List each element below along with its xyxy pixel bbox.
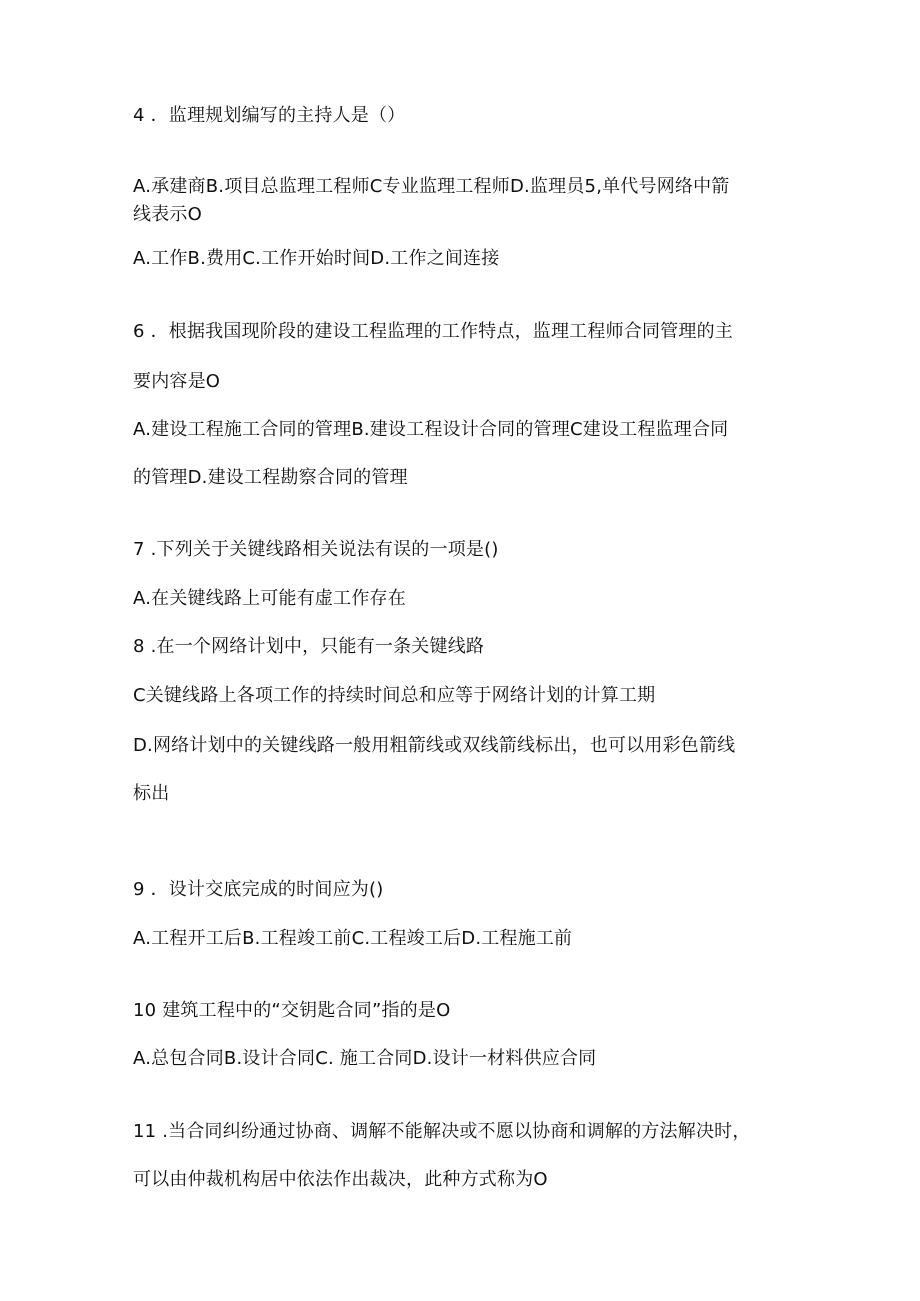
question-5-options: A.工作B.费用C.工作开始时间D.工作之间连接 xyxy=(133,248,500,269)
question-6-stem: 6 ．根据我国现阶段的建设工程监理的工作特点，监理工程师合同管理的主 xyxy=(133,321,733,342)
question-7-option-a: A.在关键线路上可能有虚工作存在 xyxy=(133,588,406,609)
question-10-stem: 10 建筑工程中的“交钥匙合同”指的是O xyxy=(133,1000,451,1021)
question-4-options: A.承建商B.项目总监理工程师C专业监理工程师D.监理员5,单代号网络中箭 xyxy=(133,176,730,197)
question-4-stem: 4 ．监理规划编写的主持人是（） xyxy=(133,105,406,126)
question-7-option-c: C关键线路上各项工作的持续时间总和应等于网络计划的计算工期 xyxy=(133,685,656,706)
question-5-stem-cont: 线表示O xyxy=(133,204,202,225)
question-7-option-d-cont: 标出 xyxy=(133,783,170,804)
question-9-options: A.工程开工后B.工程竣工前C.工程竣工后D.工程施工前 xyxy=(133,928,573,949)
question-6-options: A.建设工程施工合同的管理B.建设工程设计合同的管理C建设工程监理合同 xyxy=(133,419,729,440)
question-10-options: A.总包合同B.设计合同C. 施工合同D.设计一材料供应合同 xyxy=(133,1048,597,1069)
question-11-stem-cont: 可以由仲裁机构居中依法作出裁决，此种方式称为O xyxy=(133,1169,548,1190)
question-6-options-cont: 的管理D.建设工程勘察合同的管理 xyxy=(133,467,408,488)
question-9-stem: 9 ．设计交底完成的时间应为() xyxy=(133,879,384,900)
question-6-stem-cont: 要内容是O xyxy=(133,371,221,392)
question-7-stem: 7 .下列关于关键线路相关说法有误的一项是() xyxy=(133,539,499,560)
question-11-stem: 11 .当合同纠纷通过协商、调解不能解决或不愿以协商和调解的方法解决时， xyxy=(133,1121,751,1142)
question-7-option-d: D.网络计划中的关键线路一般用粗箭线或双线箭线标出，也可以用彩色箭线 xyxy=(133,735,736,756)
question-8-stem: 8 .在一个网络计划中，只能有一条关键线路 xyxy=(133,636,485,657)
